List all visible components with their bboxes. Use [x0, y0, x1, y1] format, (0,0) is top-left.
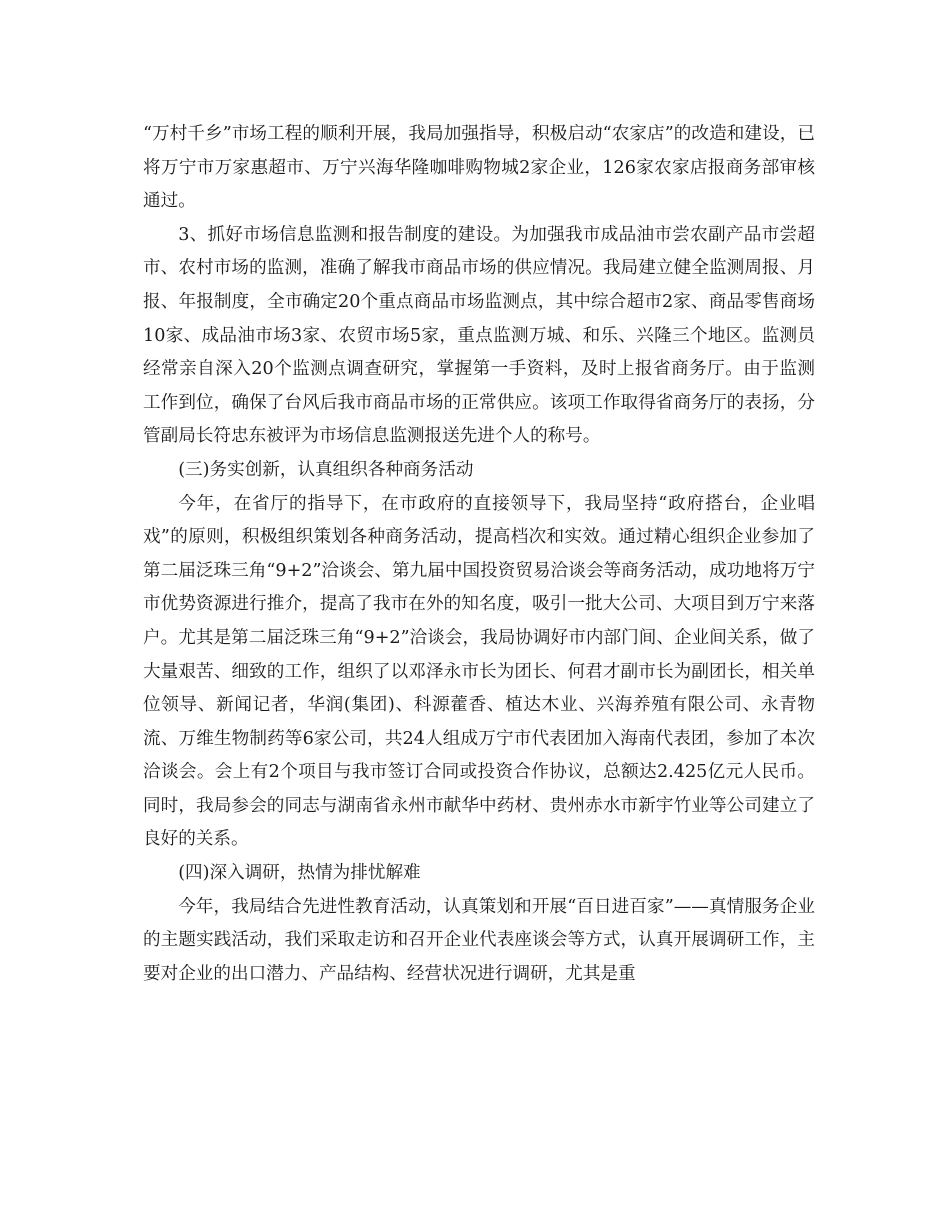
paragraph-research: 今年，我局结合先进性教育活动，认真策划和开展“百日进百家”——真情服务企业的主题实践活动，我们采取走访和召开企业代表座谈会等方式，认真开展调研工作，主要对企业的出口潜力、产品结构、经营状况进行调研，尤其是重: [143, 896, 815, 984]
paragraph-continuation: “万村千乡”市场工程的顺利开展，我局加强指导，积极启动“农家店”的改造和建设，已将万宁市万家惠超市、万宁兴海华隆咖啡购物城2家企业，126家农家店报商务部审核通过。: [143, 124, 815, 212]
document-body: [143, 118, 815, 991]
paragraph-business-activities: 今年，在省厅的指导下，在市政府的直接领导下，我局坚持“政府搭台，企业唱戏”的原则，积极组织策划各种商务活动，提高档次和实效。通过精心组织企业参加了第二届泛珠三角“9+2”洽谈会、第九届中国投资贸易洽谈会等商务活动，成功地将万宁市优势资源进行推介，提高了我市在外的知名度，吸引一批大公司、大项目到万宁来落户。尤其是第二届泛珠三角“9+2”洽谈会，我局协调好市内部门间、企业间关系，做了大量艰苦、细致的工作，组织了以邓泽永市长为团长、何君才副市长为副团长，相关单位领导、新闻记者，华润(集团)、科源藿香、植达木业、兴海养殖有限公司、永青物流、万维生物制药等6家公司，共24人组成万宁市代表团加入海南代表团，参加了本次洽谈会。会上有2个项目与我市签订合同或投资合作协议，总额达2.425亿元人民币。同时，我局参会的同志与湖南省永州市献华中药材、贵州赤水市新宇竹业等公司建立了良好的关系。: [143, 493, 815, 850]
section-heading-4: (四)深入调研，热情为排忧解难: [178, 863, 421, 884]
paragraph-market-monitoring: 3、抓好市场信息监测和报告制度的建设。为加强我市成品油市尝农副产品市尝超市、农村市场的监测，准确了解我市商品市场的供应情况。我局建立健全监测周报、月报、年报制度，全市确定20个重点商品市场监测点，其中综合超市2家、商品零售商场10家、成品油市场3家、农贸市场5家，重点监测万城、和乐、兴隆三个地区。监测员经常亲自深入20个监测点调查研究，掌握第一手资料，及时上报省商务厅。由于监测工作到位，确保了台风后我市商品市场的正常供应。该项工作取得省商务厅的表扬，分管副局长符忠东被评为市场信息监测报送先进个人的称号。: [143, 224, 815, 447]
section-heading-3: (三)务实创新，认真组织各种商务活动: [178, 459, 474, 480]
